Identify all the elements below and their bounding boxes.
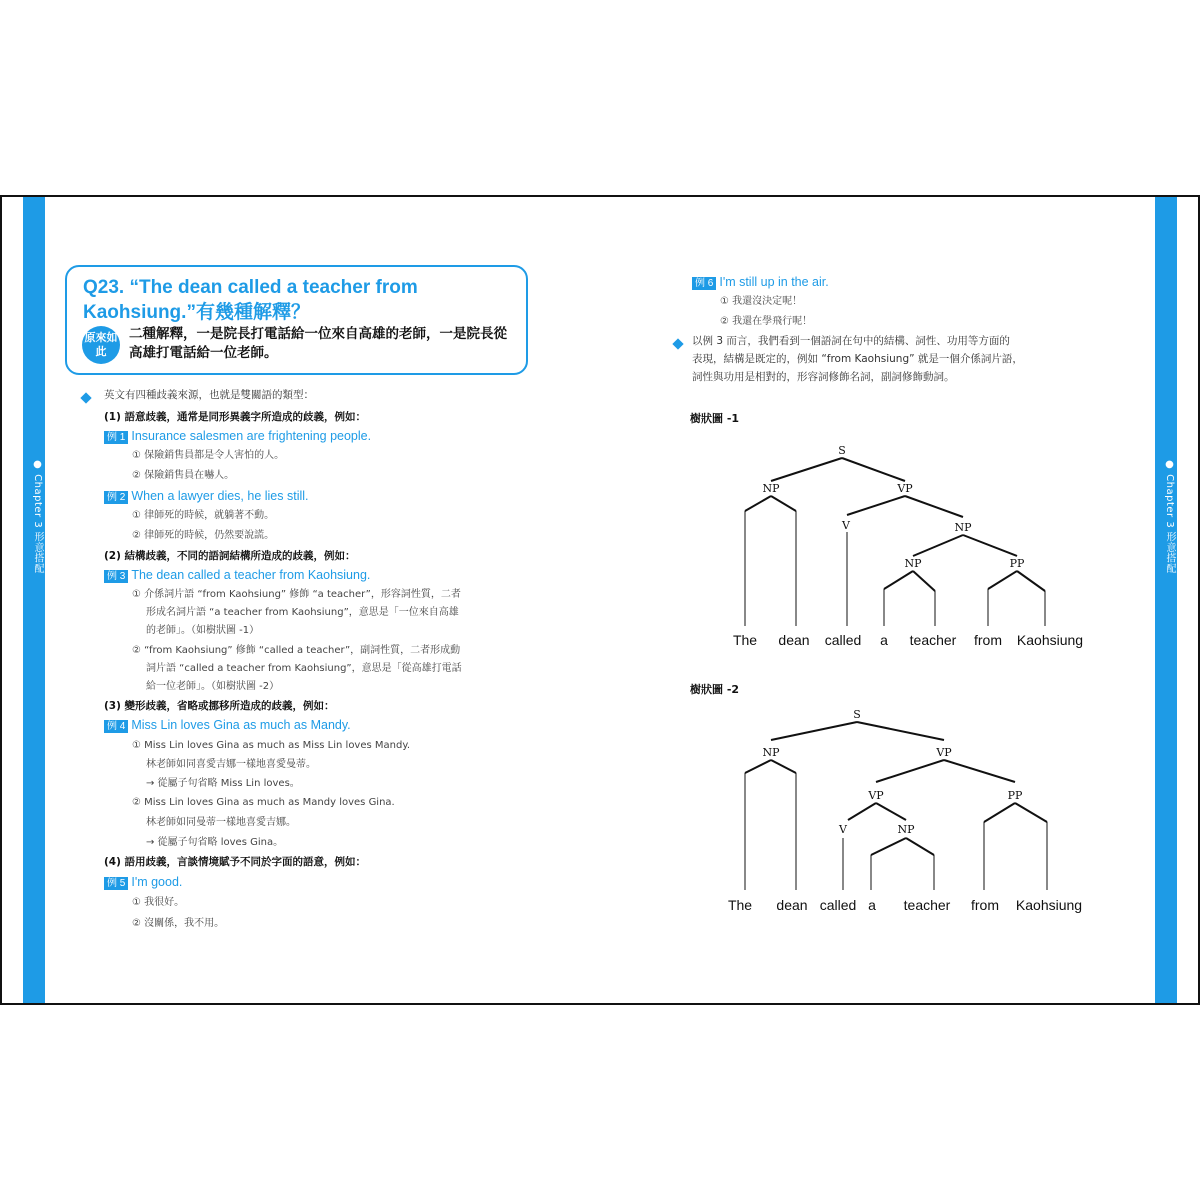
- translation: ② 律師死的時候，仍然要說謊。: [132, 530, 275, 541]
- tree-node: S: [853, 708, 861, 721]
- example-sentence: Insurance salesmen are frightening people.: [131, 429, 372, 443]
- tree-leaf: a: [880, 632, 888, 648]
- explanation: 形成名詞片語 “a teacher from Kaohsiung”，意思是「一位來自高雄: [146, 607, 459, 618]
- translation: ② 保險銷售員在嚇人。: [132, 470, 235, 481]
- tree-leaf: teacher: [909, 632, 957, 648]
- tree-node: VP: [897, 482, 913, 495]
- tree-node: NP: [762, 746, 780, 759]
- question-title: Q23. “The dean called a teacher from Kaohsiung.”有幾種解釋？: [83, 277, 418, 323]
- tree-leaf: dean: [778, 632, 810, 648]
- tree-node: NP: [762, 482, 780, 495]
- tree-node: PP: [1009, 557, 1025, 570]
- tree-node: VP: [868, 789, 884, 802]
- translation: ① 我還沒決定呢！: [720, 296, 803, 307]
- tree-node: V: [842, 519, 850, 532]
- answer-badge: 原來如此: [82, 326, 120, 364]
- tree-leaf: from: [974, 632, 1002, 648]
- intro-text: 英文有四種歧義來源，也就是雙關語的類型：: [104, 389, 314, 401]
- example-sentence: I'm good.: [131, 875, 183, 889]
- tree-leaf: The: [732, 632, 758, 648]
- note: → 從屬子句省略 Miss Lin loves。: [146, 778, 300, 789]
- translation: ② 我還在學飛行呢！: [720, 316, 813, 327]
- page-number-right: 111: [1156, 1177, 1176, 1188]
- example-label: 例 4: [104, 720, 128, 733]
- tree-node: V: [839, 823, 847, 836]
- tree-leaf: a: [868, 897, 876, 913]
- translation: ① 我很好。: [132, 897, 185, 908]
- example-label: 例 1: [104, 431, 128, 444]
- tree-node: NP: [897, 823, 915, 836]
- section-heading: (2) 結構歧義，不同的語詞結構所造成的歧義，例如：: [104, 550, 356, 562]
- tree-leaf: Kaohsiung: [1015, 897, 1083, 913]
- translation: 林老師如同喜愛吉娜一樣地喜愛曼蒂。: [146, 759, 316, 770]
- page-number-left: 110: [24, 1177, 44, 1188]
- example-sentence: Miss Lin loves Gina as much as Mandy.: [131, 718, 351, 732]
- tree-leaf: Kaohsiung: [1016, 632, 1084, 648]
- tree-node: VP: [936, 746, 952, 759]
- section-heading: (3) 變形歧義，省略或挪移所造成的歧義，例如：: [104, 700, 335, 712]
- tree-node: S: [838, 444, 846, 457]
- example-label: 例 6: [692, 277, 716, 290]
- section-heading: (1) 語意歧義，通常是同形異義字所造成的歧義，例如：: [104, 411, 367, 423]
- tree-label-1: 樹狀圖 -1: [690, 412, 740, 425]
- question-answer: 二種解釋，一是院長打電話給一位來自高雄的老師，一是院長從高雄打電話給一位老師。: [129, 326, 507, 361]
- tree-leaf: dean: [776, 897, 808, 913]
- translation: 林老師如同曼蒂一樣地喜愛吉娜。: [146, 817, 296, 828]
- translation: ② 沒關係，我不用。: [132, 918, 225, 929]
- explanation: 給一位老師」。（如樹狀圖 -2）: [146, 681, 280, 692]
- translation: ① 保險銷售員都是令人害怕的人。: [132, 450, 285, 461]
- tree-node: NP: [904, 557, 922, 570]
- tree-label-2: 樹狀圖 -2: [690, 683, 740, 696]
- tree-leaf: from: [971, 897, 999, 913]
- note: → 從屬子句省略 loves Gina。: [146, 837, 284, 848]
- example-sentence: When a lawyer dies, he lies still.: [131, 489, 309, 503]
- paragraph-line: 以例 3 而言，我們看到一個語詞在句中的結構、詞性、功用等方面的: [692, 335, 1010, 347]
- chapter-tab-text: ● Chapter 3 形意搭配: [1164, 459, 1175, 574]
- example-label: 例 3: [104, 570, 128, 583]
- interpretation: ② Miss Lin loves Gina as much as Mandy loves Gina.: [132, 797, 395, 808]
- tree-node: PP: [1007, 789, 1023, 802]
- chapter-tab-text: ● Chapter 3 形意搭配: [32, 459, 43, 574]
- paragraph-line: 詞性與功用是相對的，形容詞修飾名詞，副詞修飾動詞。: [692, 371, 955, 383]
- tree-leaf: called: [824, 632, 862, 648]
- explanation: 的老師」。（如樹狀圖 -1）: [146, 625, 260, 636]
- interpretation: ① Miss Lin loves Gina as much as Miss Lin loves Mandy.: [132, 740, 411, 751]
- explanation: 詞片語 “called a teacher from Kaohsiung”，意思是「從高雄打電話: [146, 663, 462, 674]
- example-label: 例 2: [104, 491, 128, 504]
- section-heading: (4) 語用歧義，言談情境賦予不同於字面的語意，例如：: [104, 856, 367, 868]
- example-label: 例 5: [104, 877, 128, 890]
- explanation: ② “from Kaohsiung” 修飾 “called a teacher”，副詞性質，二者形成動: [132, 645, 461, 656]
- example-sentence: The dean called a teacher from Kaohsiung.: [131, 568, 371, 582]
- example-sentence: I'm still up in the air.: [719, 275, 829, 289]
- explanation: ① 介係詞片語 “from Kaohsiung” 修飾 “a teacher”，形容詞性質，二者: [132, 589, 461, 600]
- tree-leaf: teacher: [903, 897, 951, 913]
- tree-leaf: called: [819, 897, 857, 913]
- translation: ① 律師死的時候，就躺著不動。: [132, 510, 275, 521]
- tree-leaf: The: [727, 897, 753, 913]
- tree-node: NP: [954, 521, 972, 534]
- paragraph-line: 表現，結構是既定的，例如 “from Kaohsiung” 就是一個介係詞片語，: [692, 353, 1023, 365]
